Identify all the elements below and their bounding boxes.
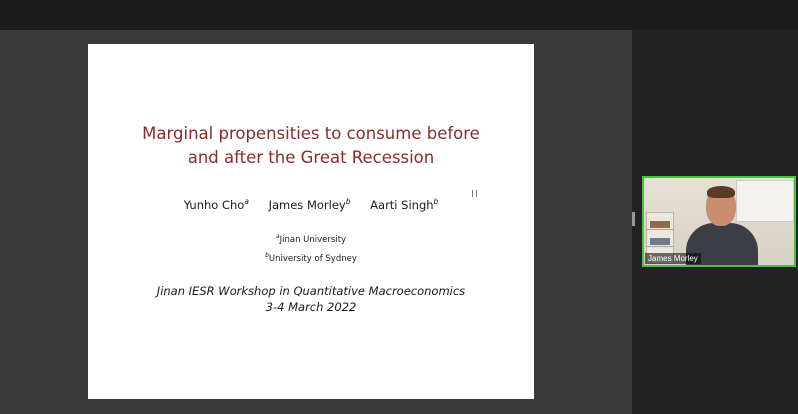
slide-title-line-1: Marginal propensities to consume before [142, 124, 480, 143]
participant-video-tile[interactable] [642, 176, 796, 267]
event-name: Jinan IESR Workshop in Quantitative Macroeconomics [156, 284, 466, 298]
participant-name-label: James Morley [645, 253, 701, 264]
top-bar [0, 0, 798, 30]
video-whiteboard [736, 180, 794, 222]
participant-figure-hair [707, 186, 735, 198]
author: Yunho Cho$^a$ [183, 197, 249, 212]
text-cursor-icon [472, 190, 477, 197]
slide-title [88, 122, 534, 170]
affiliation-jinan: $^a$Jinan University [275, 233, 347, 245]
author: Aarti Singh$^b$ [370, 197, 439, 212]
presentation-slide [88, 44, 534, 399]
slide-title-line-2: and after the Great Recession [187, 148, 435, 167]
affiliation-sydney: $^b$University of Sydney [265, 252, 357, 264]
author: James Morley$^b$ [268, 197, 351, 212]
event-date: 3-4 March 2022 [265, 300, 357, 314]
panel-resize-handle[interactable] [632, 212, 635, 226]
event-info [88, 283, 534, 315]
author-list [88, 197, 534, 212]
